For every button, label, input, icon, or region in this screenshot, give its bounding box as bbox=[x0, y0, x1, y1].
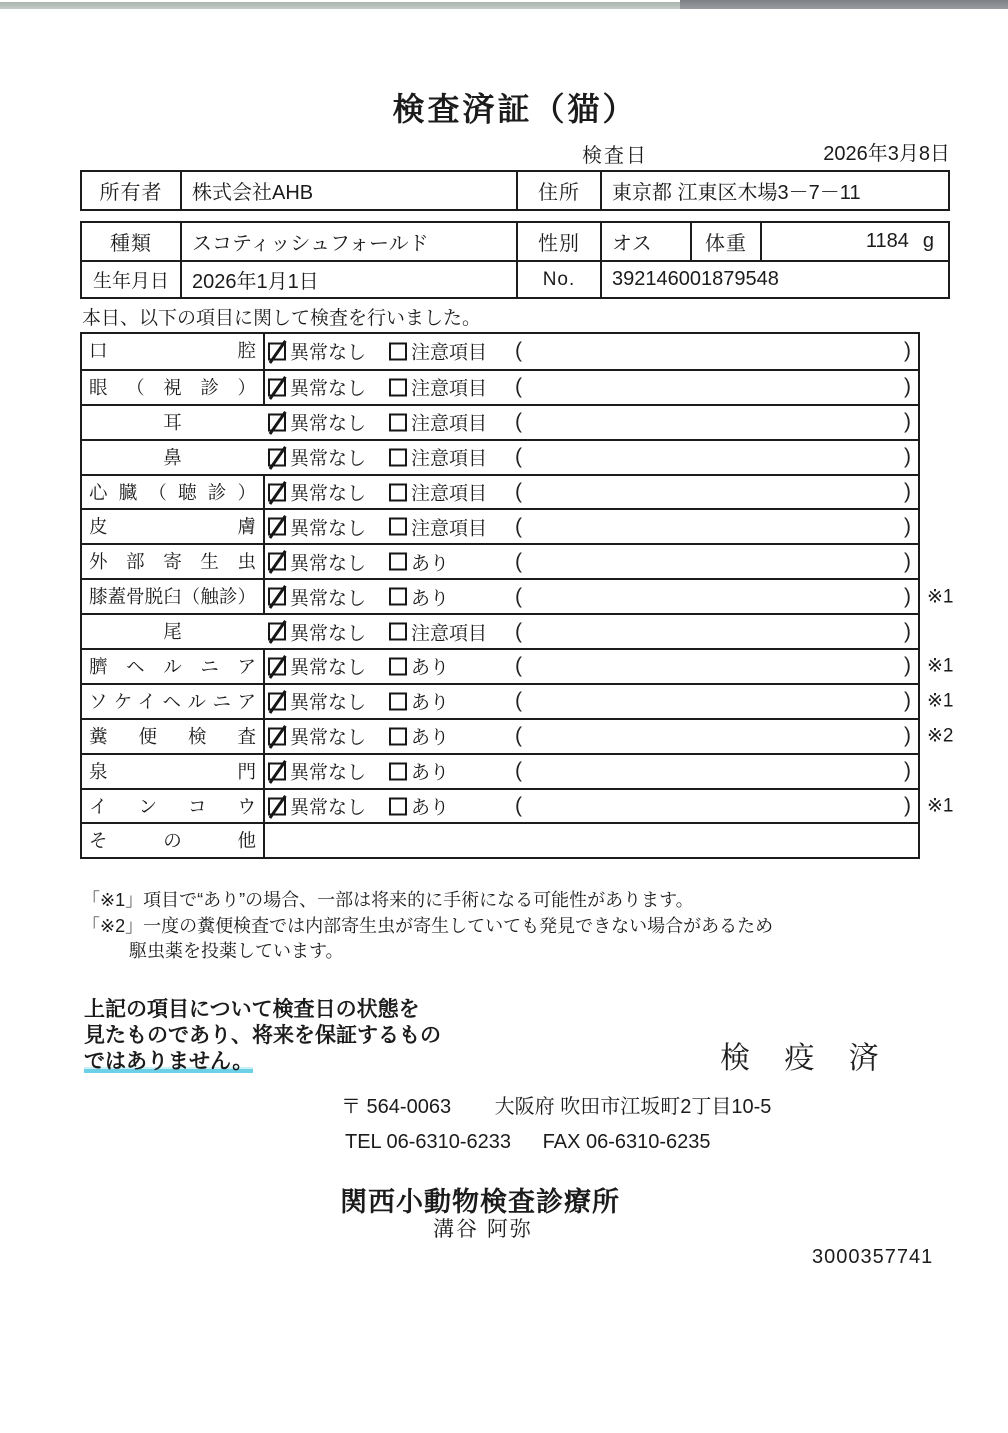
page-title: 検査済証（猫） bbox=[392, 91, 638, 127]
attention-checkbox-group bbox=[389, 688, 449, 715]
checklist-row-label: ソケイヘルニア bbox=[82, 685, 265, 718]
paren-close: ) bbox=[904, 549, 911, 573]
row-reference-mark: ※1 bbox=[927, 795, 954, 817]
checkmark-slash-icon bbox=[269, 446, 287, 470]
checkmark-slash-icon bbox=[269, 340, 287, 364]
scan-artifact-bar-right bbox=[680, 0, 1008, 9]
checklist-row bbox=[82, 788, 954, 823]
paren-open: ( bbox=[515, 410, 522, 434]
checked-checkbox-icon bbox=[268, 553, 286, 571]
checked-checkbox-icon bbox=[268, 413, 286, 431]
unchecked-checkbox-icon bbox=[389, 413, 407, 431]
checklist-row-label: 泉門 bbox=[82, 755, 265, 788]
checklist-row-label: 口腔 bbox=[82, 334, 265, 369]
no-abnormality-checkbox-group bbox=[268, 444, 366, 471]
disclaimer-line-1: 上記の項目について検査日の状態を bbox=[84, 998, 420, 1021]
unchecked-checkbox-icon bbox=[389, 623, 407, 641]
no-abnormality-label: 異常なし bbox=[290, 623, 367, 645]
no-abnormality-label: 異常なし bbox=[290, 727, 367, 749]
exam-date-value: 2026年3月8日 bbox=[823, 143, 950, 165]
unchecked-checkbox-icon bbox=[389, 518, 407, 536]
checklist-row-label: 皮膚 bbox=[82, 510, 265, 543]
pet-info-row-1 bbox=[82, 223, 948, 260]
attention-label: あり bbox=[411, 762, 450, 784]
paren-close: ) bbox=[904, 724, 911, 748]
checked-checkbox-icon bbox=[268, 342, 286, 360]
unchecked-checkbox-icon bbox=[389, 692, 407, 710]
clinic-tel: TEL 06-6310-6233 bbox=[345, 1131, 512, 1153]
no-abnormality-label: 異常なし bbox=[290, 378, 367, 400]
checklist-row bbox=[82, 334, 918, 369]
checked-checkbox-icon bbox=[268, 378, 286, 396]
checklist-row-content bbox=[265, 755, 918, 788]
attention-label: 注意項目 bbox=[411, 623, 488, 645]
unchecked-checkbox-icon bbox=[389, 553, 407, 571]
unchecked-checkbox-icon bbox=[389, 797, 407, 815]
attention-label: あり bbox=[411, 553, 450, 575]
attention-checkbox-group bbox=[389, 653, 449, 680]
no-abnormality-checkbox-group bbox=[268, 688, 366, 715]
clinic-fax: FAX 06-6310-6235 bbox=[542, 1131, 711, 1153]
unchecked-checkbox-icon bbox=[389, 588, 407, 606]
attention-checkbox-group bbox=[389, 793, 449, 820]
unchecked-checkbox-icon bbox=[389, 448, 407, 466]
checklist-row bbox=[82, 718, 954, 753]
checklist-row bbox=[82, 439, 918, 474]
quarantine-stamp: 検 疫 済 bbox=[720, 1042, 892, 1075]
attention-checkbox-group bbox=[389, 758, 449, 785]
paren-open: ( bbox=[515, 514, 522, 538]
footnote-2: 「※2」一度の糞便検査では内部寄生虫が寄生していても発見できない場合があるため bbox=[82, 915, 774, 936]
no-abnormality-label: 異常なし bbox=[290, 518, 367, 540]
postal-code: 〒 564-0063 bbox=[341, 1096, 452, 1118]
weight-unit: g bbox=[922, 230, 934, 252]
checklist-row-label: その他 bbox=[82, 824, 265, 857]
attention-checkbox-group bbox=[389, 374, 487, 401]
attention-label: 注意項目 bbox=[411, 518, 488, 540]
weight-label: 体重 bbox=[690, 223, 760, 260]
row-reference-mark: ※2 bbox=[927, 725, 954, 747]
checklist-table bbox=[80, 332, 954, 859]
disclaimer-line-2: 見たものであり、将来を保証するもの bbox=[84, 1024, 441, 1047]
clinic-name: 関西小動物検査診療所 bbox=[340, 1187, 620, 1217]
attention-label: 注意項目 bbox=[411, 378, 488, 400]
checked-checkbox-icon bbox=[268, 623, 286, 641]
pet-info-table bbox=[80, 221, 950, 299]
address-label: 住所 bbox=[516, 172, 600, 209]
checked-checkbox-icon bbox=[268, 588, 286, 606]
attention-label: あり bbox=[411, 657, 450, 679]
checklist-row-label: 尾 bbox=[163, 621, 182, 643]
no-abnormality-checkbox-group bbox=[268, 653, 366, 680]
checklist-row bbox=[82, 404, 918, 439]
checklist-row bbox=[82, 508, 918, 543]
attention-checkbox-group bbox=[389, 338, 487, 365]
checklist-row-label: 臍ヘルニア bbox=[82, 650, 265, 683]
clinic-contact-line bbox=[345, 1131, 711, 1154]
checklist-row bbox=[82, 543, 918, 578]
owner-label: 所有者 bbox=[99, 182, 163, 204]
paren-open: ( bbox=[515, 689, 522, 713]
row-reference-mark: ※1 bbox=[927, 586, 954, 608]
serial-number: 3000357741 bbox=[812, 1246, 934, 1268]
attention-label: 注意項目 bbox=[411, 483, 488, 505]
checklist-row bbox=[82, 683, 954, 718]
checklist-row-content bbox=[265, 580, 954, 613]
no-abnormality-label: 異常なし bbox=[290, 657, 367, 679]
checklist-row-label: 膝蓋骨脱臼（触診） bbox=[82, 580, 265, 613]
checked-checkbox-icon bbox=[268, 797, 286, 815]
paren-open: ( bbox=[515, 375, 522, 399]
checklist-row-content bbox=[265, 615, 918, 648]
sex-label: 性別 bbox=[516, 223, 600, 260]
checklist-row-content bbox=[265, 545, 918, 578]
no-abnormality-checkbox-group bbox=[268, 409, 366, 436]
paren-close: ) bbox=[904, 794, 911, 818]
attention-checkbox-group bbox=[389, 479, 487, 506]
owner-value: 株式会社AHB bbox=[180, 172, 516, 209]
no-abnormality-checkbox-group bbox=[268, 618, 366, 645]
attention-label: あり bbox=[411, 727, 450, 749]
weight-value-cell bbox=[760, 223, 948, 260]
pet-info-row-2 bbox=[82, 260, 948, 297]
paren-open: ( bbox=[515, 445, 522, 469]
paren-close: ) bbox=[904, 480, 911, 503]
paren-open: ( bbox=[515, 584, 522, 608]
checklist-row-content bbox=[265, 476, 918, 509]
disclaimer-text bbox=[84, 997, 441, 1075]
paren-close: ) bbox=[904, 619, 911, 643]
row-reference-mark: ※1 bbox=[927, 655, 954, 677]
row-reference-mark: ※1 bbox=[927, 690, 954, 712]
attention-checkbox-group bbox=[389, 618, 487, 645]
no-abnormality-label: 異常なし bbox=[290, 553, 367, 575]
checklist-row-content bbox=[265, 824, 918, 857]
checklist-row bbox=[82, 474, 918, 509]
checklist-row bbox=[82, 578, 954, 613]
paren-open: ( bbox=[515, 794, 522, 818]
checked-checkbox-icon bbox=[268, 692, 286, 710]
paren-open: ( bbox=[515, 759, 522, 783]
unchecked-checkbox-icon bbox=[389, 342, 407, 360]
checklist-row-content bbox=[265, 371, 918, 404]
checkmark-slash-icon bbox=[269, 620, 287, 644]
checkmark-slash-icon bbox=[269, 376, 287, 400]
checked-checkbox-icon bbox=[268, 727, 286, 745]
checkmark-slash-icon bbox=[269, 760, 287, 784]
checklist-row-content bbox=[265, 685, 954, 718]
paren-close: ) bbox=[904, 339, 911, 363]
paren-open: ( bbox=[515, 619, 522, 643]
checklist-row-label: 耳 bbox=[163, 411, 182, 433]
no-abnormality-checkbox-group bbox=[268, 583, 366, 610]
attention-label: 注意項目 bbox=[411, 342, 488, 364]
paren-close: ) bbox=[904, 375, 911, 399]
sex-value: オス bbox=[600, 223, 690, 260]
number-label: No. bbox=[516, 262, 600, 297]
clinic-address-line bbox=[341, 1090, 771, 1119]
attention-label: あり bbox=[411, 797, 450, 819]
birthdate-label: 生年月日 bbox=[92, 271, 169, 292]
checklist-row bbox=[82, 613, 918, 648]
footnotes bbox=[82, 888, 773, 965]
breed-label: 種類 bbox=[110, 233, 152, 255]
checkmark-slash-icon bbox=[269, 515, 287, 539]
owner-table-row bbox=[82, 172, 948, 209]
checklist-row-content bbox=[265, 334, 918, 369]
checklist-row-content bbox=[265, 650, 954, 683]
checklist-row bbox=[82, 822, 918, 857]
unchecked-checkbox-icon bbox=[389, 483, 407, 501]
checkmark-slash-icon bbox=[269, 480, 287, 504]
paren-close: ) bbox=[904, 410, 911, 434]
paren-open: ( bbox=[515, 549, 522, 573]
no-abnormality-label: 異常なし bbox=[290, 342, 367, 364]
paren-close: ) bbox=[904, 445, 911, 469]
disclaimer-line-3: ではありません。 bbox=[84, 1050, 254, 1073]
weight-value: 1184 bbox=[865, 230, 909, 252]
checklist-row-label: 糞便検査 bbox=[82, 720, 265, 753]
no-abnormality-label: 異常なし bbox=[290, 448, 367, 470]
no-abnormality-checkbox-group bbox=[268, 548, 366, 575]
attention-checkbox-group bbox=[389, 513, 487, 540]
address-value: 東京都 江東区木場3－7－11 bbox=[600, 172, 948, 209]
breed-value: スコティッシュフォールド bbox=[180, 223, 516, 260]
checklist-row-label: 鼻 bbox=[163, 446, 182, 468]
checked-checkbox-icon bbox=[268, 657, 286, 675]
paren-open: ( bbox=[515, 480, 522, 503]
attention-checkbox-group bbox=[389, 548, 449, 575]
no-abnormality-checkbox-group bbox=[268, 793, 366, 820]
number-value: 392146001879548 bbox=[600, 262, 948, 297]
checked-checkbox-icon bbox=[268, 448, 286, 466]
attention-checkbox-group bbox=[389, 409, 487, 436]
paren-close: ) bbox=[904, 514, 911, 538]
checked-checkbox-icon bbox=[268, 762, 286, 780]
paren-close: ) bbox=[904, 654, 911, 678]
attention-checkbox-group bbox=[389, 444, 487, 471]
examiner-name: 溝谷 阿弥 bbox=[433, 1218, 533, 1241]
checklist-row bbox=[82, 648, 954, 683]
attention-label: 注意項目 bbox=[411, 413, 488, 435]
no-abnormality-label: 異常なし bbox=[290, 692, 367, 714]
no-abnormality-label: 異常なし bbox=[290, 413, 367, 435]
no-abnormality-checkbox-group bbox=[268, 513, 366, 540]
checklist-row bbox=[82, 753, 918, 788]
attention-label: 注意項目 bbox=[411, 448, 488, 470]
no-abnormality-checkbox-group bbox=[268, 374, 366, 401]
paren-open: ( bbox=[515, 724, 522, 748]
paren-open: ( bbox=[515, 339, 522, 363]
checkmark-slash-icon bbox=[269, 725, 287, 749]
checkmark-slash-icon bbox=[269, 690, 287, 714]
no-abnormality-label: 異常なし bbox=[290, 483, 367, 505]
paren-close: ) bbox=[904, 584, 911, 608]
owner-table bbox=[80, 170, 950, 211]
no-abnormality-label: 異常なし bbox=[290, 588, 367, 610]
attention-label: あり bbox=[411, 588, 450, 610]
no-abnormality-label: 異常なし bbox=[290, 797, 367, 819]
intro-text: 本日、以下の項目に関して検査を行いました。 bbox=[82, 308, 482, 329]
no-abnormality-checkbox-group bbox=[268, 479, 366, 506]
attention-label: あり bbox=[411, 692, 450, 714]
clinic-address: 大阪府 吹田市江坂町2丁目10-5 bbox=[494, 1096, 772, 1118]
checkmark-slash-icon bbox=[269, 585, 287, 609]
checklist-row-label: 心臓（聴診） bbox=[82, 476, 265, 509]
checked-checkbox-icon bbox=[268, 483, 286, 501]
checkmark-slash-icon bbox=[269, 411, 287, 435]
checkmark-slash-icon bbox=[269, 655, 287, 679]
checklist-row bbox=[82, 369, 918, 404]
birthdate-value: 2026年1月1日 bbox=[180, 262, 516, 297]
checklist-row-label: インコウ bbox=[82, 790, 265, 823]
unchecked-checkbox-icon bbox=[389, 378, 407, 396]
exam-date-label: 検査日 bbox=[582, 145, 648, 167]
footnote-2-continued: 駆虫薬を投薬しています。 bbox=[129, 941, 344, 961]
checklist-row-content bbox=[265, 406, 918, 439]
checklist-row-content bbox=[265, 510, 918, 543]
attention-checkbox-group bbox=[389, 583, 449, 610]
footnote-1: 「※1」項目で“あり”の場合、一部は将来的に手術になる可能性があります。 bbox=[82, 890, 694, 910]
checkmark-slash-icon bbox=[269, 550, 287, 574]
checklist-row-label: 外部寄生虫 bbox=[82, 545, 265, 578]
paren-close: ) bbox=[904, 759, 911, 783]
checklist-row-content bbox=[265, 441, 918, 474]
no-abnormality-checkbox-group bbox=[268, 338, 366, 365]
paren-open: ( bbox=[515, 654, 522, 678]
checked-checkbox-icon bbox=[268, 518, 286, 536]
checklist-row-content bbox=[265, 720, 954, 753]
attention-checkbox-group bbox=[389, 723, 449, 750]
unchecked-checkbox-icon bbox=[389, 762, 407, 780]
unchecked-checkbox-icon bbox=[389, 657, 407, 675]
no-abnormality-checkbox-group bbox=[268, 723, 366, 750]
checklist-row-label: 眼（視診） bbox=[82, 371, 265, 404]
scan-artifact-bar-left bbox=[0, 2, 692, 9]
paren-close: ) bbox=[904, 689, 911, 713]
no-abnormality-label: 異常なし bbox=[290, 762, 367, 784]
checklist-row-content bbox=[265, 790, 954, 823]
unchecked-checkbox-icon bbox=[389, 727, 407, 745]
no-abnormality-checkbox-group bbox=[268, 758, 366, 785]
checkmark-slash-icon bbox=[269, 795, 287, 819]
